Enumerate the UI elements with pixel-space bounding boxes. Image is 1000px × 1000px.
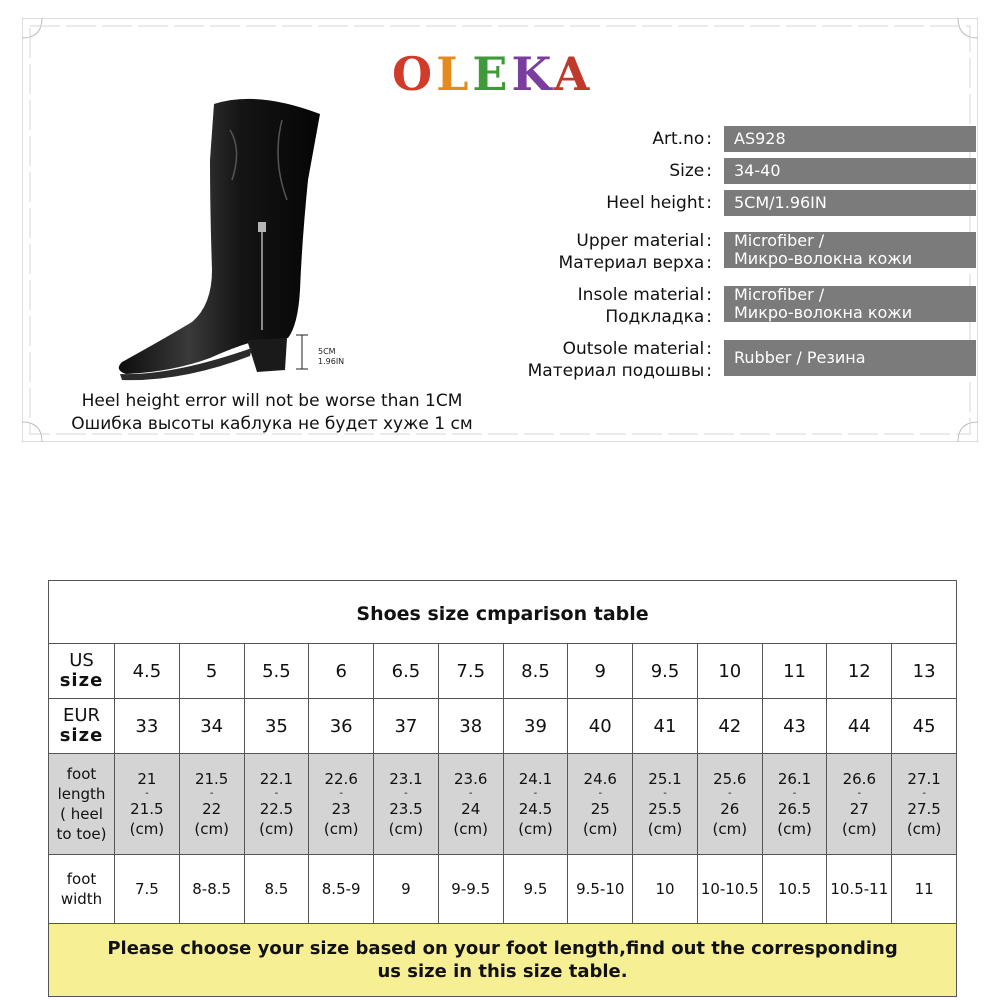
foot-width-cell: 10.5-11 xyxy=(827,855,892,924)
brand-logo-text xyxy=(392,47,593,101)
foot-length-cell: 23.1 - 23.5 (cm) xyxy=(374,754,439,855)
heel-error-note xyxy=(62,390,482,436)
size-choice-note: Please choose your size based on your foot length,find out the corresponding us size in this size table. xyxy=(49,924,957,997)
eur-size-header: EUR size xyxy=(49,699,115,754)
us-size-cell: 6.5 xyxy=(374,644,439,699)
foot-width-cell: 10.5 xyxy=(762,855,827,924)
us-size-cell: 9 xyxy=(568,644,633,699)
brand-logo-letter: E xyxy=(472,47,512,101)
heel-height-marker xyxy=(292,333,372,383)
eur-size-cell: 45 xyxy=(892,699,957,754)
foot-length-header: foot length ( heel to toe) xyxy=(49,754,115,855)
spec-label: Upper material : Материал верха : xyxy=(558,231,712,273)
eur-size-cell: 42 xyxy=(697,699,762,754)
brand-logo-letter: O xyxy=(392,47,437,101)
spec-row xyxy=(492,339,978,381)
eur-size-cell: 40 xyxy=(568,699,633,754)
foot-length-cell: 26.6 - 27 (cm) xyxy=(827,754,892,855)
eur-size-cell: 35 xyxy=(244,699,309,754)
eur-size-cell: 41 xyxy=(633,699,698,754)
us-size-header: US size xyxy=(49,644,115,699)
us-size-cell: 11 xyxy=(762,644,827,699)
spec-value: 34-40 xyxy=(724,158,976,184)
foot-width-cell: 7.5 xyxy=(115,855,180,924)
spec-value: Microfiber / Микро-волокна кожи xyxy=(724,232,976,268)
table-title: Shoes size cmparison table xyxy=(49,581,957,644)
foot-width-header: foot width xyxy=(49,855,115,924)
foot-length-cell: 24.1 - 24.5 (cm) xyxy=(503,754,568,855)
foot-width-cell: 9.5 xyxy=(503,855,568,924)
spec-value: AS928 xyxy=(724,126,976,152)
spec-value: Rubber / Резина xyxy=(724,340,976,376)
us-size-cell: 10 xyxy=(697,644,762,699)
spec-row xyxy=(492,231,978,273)
eur-size-cell: 34 xyxy=(179,699,244,754)
foot-width-cell: 8.5-9 xyxy=(309,855,374,924)
table-row-foot-width xyxy=(49,855,957,924)
heel-error-note-en: Heel height error will not be worse than 1CM xyxy=(81,391,463,411)
heel-height-cm: 5CM xyxy=(318,347,336,356)
product-card xyxy=(22,18,978,442)
eur-size-cell: 37 xyxy=(374,699,439,754)
us-size-cell: 5 xyxy=(179,644,244,699)
foot-width-cell: 9.5-10 xyxy=(568,855,633,924)
spec-label: Size : xyxy=(669,161,712,181)
foot-length-cell: 26.1 - 26.5 (cm) xyxy=(762,754,827,855)
us-size-cell: 12 xyxy=(827,644,892,699)
us-size-cell: 13 xyxy=(892,644,957,699)
foot-width-cell: 8.5 xyxy=(244,855,309,924)
spec-label: Outsole material : Материал подошвы : xyxy=(527,339,712,381)
foot-width-cell: 9-9.5 xyxy=(438,855,503,924)
spec-row xyxy=(492,285,978,327)
spec-label: Art.no : xyxy=(652,129,712,149)
eur-size-cell: 43 xyxy=(762,699,827,754)
foot-length-cell: 27.1 - 27.5 (cm) xyxy=(892,754,957,855)
foot-length-cell: 21 - 21.5 (cm) xyxy=(115,754,180,855)
foot-length-cell: 24.6 - 25 (cm) xyxy=(568,754,633,855)
foot-width-cell: 11 xyxy=(892,855,957,924)
brand-logo-letter: A xyxy=(553,47,594,101)
size-comparison-table xyxy=(48,580,957,997)
foot-width-cell: 10 xyxy=(633,855,698,924)
foot-length-cell: 25.6 - 26 (cm) xyxy=(697,754,762,855)
spec-row xyxy=(492,158,978,184)
spec-row xyxy=(492,190,978,216)
spec-value: Microfiber / Микро-волокна кожи xyxy=(724,286,976,322)
heel-error-note-ru: Ошибка высоты каблука не будет хуже 1 см xyxy=(71,414,473,434)
eur-size-cell: 33 xyxy=(115,699,180,754)
brand-logo xyxy=(392,46,593,102)
heel-height-in: 1.96IN xyxy=(318,357,345,366)
spec-label: Insole material : Подкладка : xyxy=(577,285,712,327)
us-size-cell: 8.5 xyxy=(503,644,568,699)
foot-width-cell: 8-8.5 xyxy=(179,855,244,924)
foot-width-cell: 10-10.5 xyxy=(697,855,762,924)
foot-width-cell: 9 xyxy=(374,855,439,924)
spec-row xyxy=(492,126,978,152)
eur-size-cell: 38 xyxy=(438,699,503,754)
eur-size-cell: 44 xyxy=(827,699,892,754)
spec-label: Heel height : xyxy=(606,193,712,213)
brand-logo-letter: L xyxy=(436,47,473,101)
table-row-eur-size xyxy=(49,699,957,754)
foot-length-cell: 25.1 - 25.5 (cm) xyxy=(633,754,698,855)
eur-size-cell: 36 xyxy=(309,699,374,754)
table-row-us-size xyxy=(49,644,957,699)
foot-length-cell: 23.6 - 24 (cm) xyxy=(438,754,503,855)
foot-length-cell: 22.1 - 22.5 (cm) xyxy=(244,754,309,855)
us-size-cell: 4.5 xyxy=(115,644,180,699)
us-size-cell: 5.5 xyxy=(244,644,309,699)
foot-length-cell: 22.6 - 23 (cm) xyxy=(309,754,374,855)
us-size-cell: 6 xyxy=(309,644,374,699)
us-size-cell: 9.5 xyxy=(633,644,698,699)
foot-length-cell: 21.5 - 22 (cm) xyxy=(179,754,244,855)
brand-logo-letter: K xyxy=(511,47,554,101)
eur-size-cell: 39 xyxy=(503,699,568,754)
table-row-foot-length xyxy=(49,754,957,855)
spec-value: 5CM/1.96IN xyxy=(724,190,976,216)
us-size-cell: 7.5 xyxy=(438,644,503,699)
